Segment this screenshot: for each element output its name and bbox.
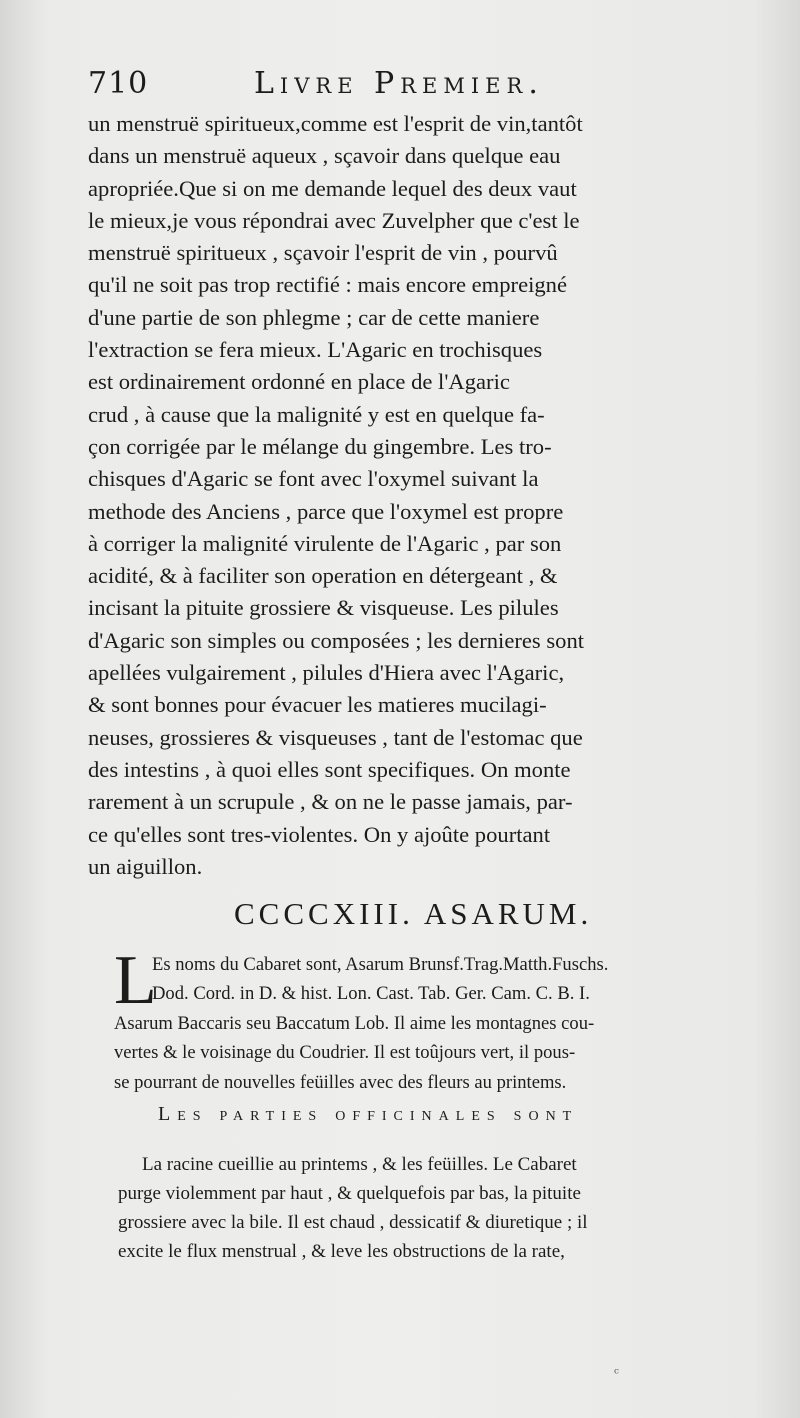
- subheading: Les parties officinales sont: [158, 1103, 579, 1125]
- page-number: 710: [88, 66, 149, 101]
- text-line: çon corrigée par le mélange du gingembre. Les tro-: [88, 433, 552, 459]
- text-line: un menstruë spiritueux,comme est l'esprit de vin,tantôt: [88, 111, 583, 136]
- text-line: neuses, grossieres & visqueuses , tant de l'estomac que: [88, 724, 583, 750]
- text-line: l'extraction se fera mieux. L'Agaric en trochisques: [88, 337, 543, 363]
- entry-line: vertes & le voisinage du Coudrier. Il est toûjours vert, il pous-: [114, 1042, 576, 1064]
- asarum-entry: [114, 942, 794, 1097]
- text-line: grossiere avec la bile. Il est chaud , dessicatif & diuretique ; il: [118, 1212, 588, 1233]
- entry-line: Es noms du Cabaret sont, Asarum Brunsf.Trag.Matth.Fuschs.: [152, 954, 609, 975]
- text-line: qu'il ne soit pas trop rectifié : mais encore empreigné: [88, 272, 568, 298]
- text-line: methode des Anciens , parce que l'oxymel est propre: [88, 498, 564, 524]
- officinal-parts-paragraph: [118, 1150, 790, 1266]
- text-line: crud , à cause que la malignité y est en quelque fa-: [88, 401, 545, 427]
- running-title: Livre Premier.: [254, 66, 544, 101]
- text-line: le mieux,je vous répondrai avec Zuvelpher que c'est le: [88, 207, 580, 233]
- entry-line: Dod. Cord. in D. & hist. Lon. Cast. Tab. Ger. Cam. C. B. I.: [152, 983, 590, 1005]
- text-line: La racine cueillie au printems , & les feüilles. Le Cabaret: [142, 1154, 577, 1175]
- page-header: [88, 66, 708, 106]
- drop-cap: L: [114, 942, 157, 1019]
- text-line: incisant la pituite grossiere & visqueuse. Les pilules: [88, 595, 559, 621]
- text-line: est ordinairement ordonné en place de l'Agaric: [88, 369, 510, 395]
- text-line: des intestins , à quoi elles sont specifiques. On monte: [88, 756, 571, 782]
- entry-line: Asarum Baccaris seu Baccatum Lob. Il aime les montagnes cou-: [114, 1012, 595, 1034]
- body-text: [88, 108, 788, 883]
- text-line: un aiguillon.: [88, 853, 203, 879]
- text-line: & sont bonnes pour évacuer les matieres mucilagi-: [88, 692, 547, 718]
- text-line: rarement à un scrupule , & on ne le passe jamais, par-: [88, 789, 573, 815]
- entry-line: se pourrant de nouvelles feüilles avec des fleurs au printems.: [114, 1071, 567, 1093]
- text-line: chisques d'Agaric se font avec l'oxymel suivant la: [88, 466, 539, 492]
- text-line: d'Agaric son simples ou composées ; les dernieres sont: [88, 627, 585, 653]
- text-line: acidité, & à faciliter son operation en détergeant , &: [88, 563, 558, 589]
- section-title: CCCCXIII. ASARUM.: [234, 896, 593, 931]
- text-line: à corriger la malignité virulente de l'Agaric , par son: [88, 530, 562, 556]
- text-line: menstruë spiritueux , sçavoir l'esprit de vin , pourvû: [88, 240, 558, 266]
- text-line: apropriée.Que si on me demande lequel des deux vaut: [88, 175, 577, 201]
- paper-speck: ᶜ: [614, 1366, 619, 1382]
- text-line: ce qu'elles sont tres-violentes. On y ajoûte pourtant: [88, 821, 551, 847]
- text-line: dans un menstruë aqueux , sçavoir dans quelque eau: [88, 143, 561, 169]
- text-line: excite le flux menstrual , & leve les obstructions de la rate,: [118, 1241, 565, 1262]
- text-line: purge violemment par haut , & quelquefois par bas, la pituite: [118, 1183, 581, 1204]
- text-line: d'une partie de son phlegme ; car de cette maniere: [88, 304, 540, 330]
- text-line: apellées vulgairement , pilules d'Hiera avec l'Agaric,: [88, 660, 565, 686]
